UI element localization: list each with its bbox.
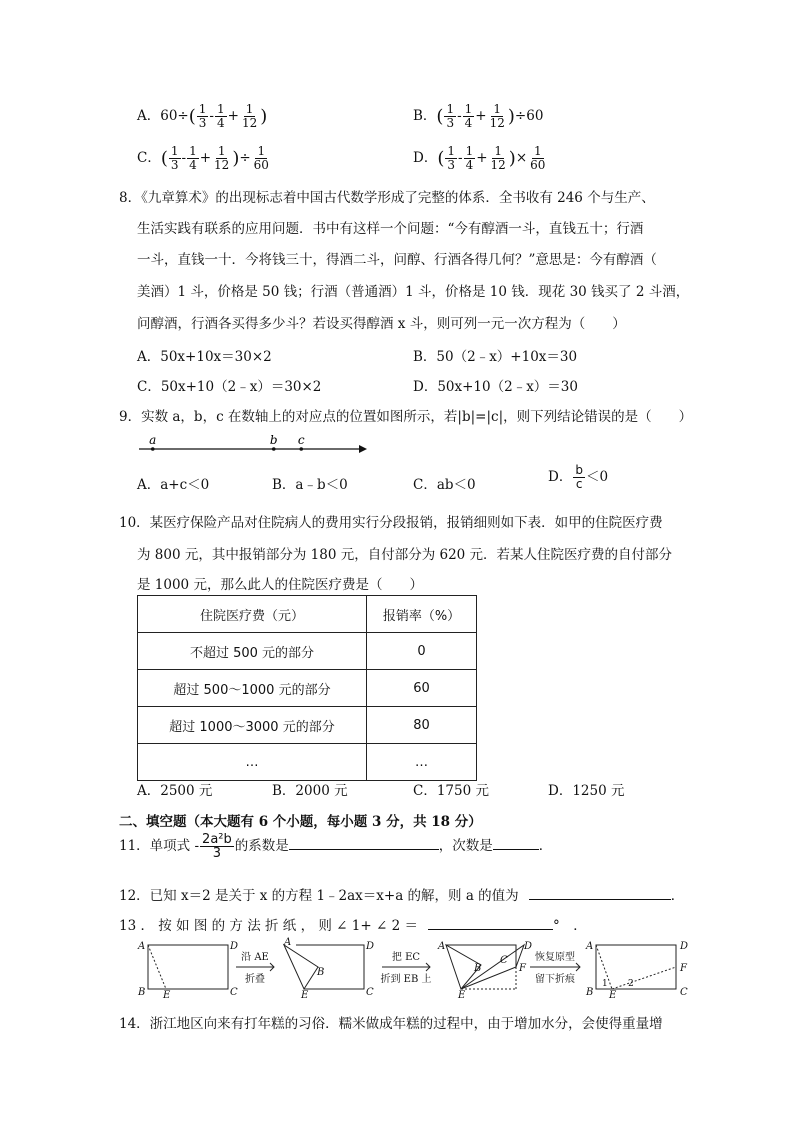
q12: 12．已知 x＝2 是关于 x 的方程 1﹣2ax＝x+a 的解，则 a 的值为 ． [119,884,684,904]
panel-2-outline [296,945,364,989]
panel-4-label-d: D [680,941,689,952]
panel-3-label-e: E [458,990,466,999]
arrow-3-bottom-label: 留下折痕 [535,974,575,985]
panel-4-label-a: A [586,941,594,952]
q9-option-b: B．a﹣b＜0 [272,477,348,493]
table-cell: 60 [367,670,477,707]
q8-option-a: A．50x+10x＝30×2 [137,349,272,365]
q11-answer-blank-1[interactable] [289,835,439,850]
q10-stem-line-2: 为 800 元，其中报销部分为 180 元，自付部分为 620 元．若某人住院医疗费的自付部分 [137,547,673,563]
q10-option-d: D．1250 元 [548,783,625,799]
arrow-3-top-label: 恢复原型 [535,952,575,963]
panel-3-triangle-right [461,945,524,989]
panel-2-triangle [284,945,318,989]
panel-1-label-e: E [163,990,171,999]
panel-3-label-c: C [500,955,508,966]
q8-option-c: C．50x+10（2﹣x）＝30×2 [137,379,322,395]
section-2-title: 二、填空题（本大题有 6 个小题，每小题 3 分，共 18 分） [119,814,482,830]
panel-4-label-e: E [609,990,617,999]
panel-2-label-a: A [284,937,292,948]
q9-stem: 9．实数 a，b，c 在数轴上的对应点的位置如图所示，若|b|=|c|，则下列结论错误的是（ ） [119,409,693,425]
table-row [138,744,477,781]
panel-3-label-a: A [438,941,446,952]
arrow-1-bottom-label: 折叠 [245,974,265,985]
angle-1-label: 1 [602,979,608,989]
q7-option-a: A．60÷( $\frac{1}{3}$ - $\frac{1}{4}$ + $\frac{1}{12}$ ) [137,102,268,130]
q8-option-d: D．50x+10（2﹣x）＝30 [413,379,578,395]
label-a: a [149,433,157,447]
number-line-arrow [359,445,367,453]
q9-option-d: D． $\frac{b}{c}$ ＜0 [548,463,609,491]
panel-2-label-b: B [317,967,325,978]
angle-2-label: 2 [628,979,634,989]
q9-number-line [137,432,367,458]
q12-answer-blank[interactable] [529,885,671,900]
panel-1-label-c: C [230,987,238,998]
panel-2-label-e: E [301,990,309,999]
q13-folding-figure [136,937,692,999]
panel-1-label-d: D [230,941,239,952]
table-header: 住院医疗费（元） [138,596,367,633]
q10-stem-line-1: 10．某医疗保险产品对住院病人的费用实行分段报销，报销细则如下表．如甲的住院医疗费 [119,515,663,531]
panel-3-label-f: F [519,963,526,974]
q8-option-b: B．50（2﹣x）+10x＝30 [413,349,578,365]
q10-option-c: C．1750 元 [413,783,489,799]
q11-answer-blank-2[interactable] [493,835,539,850]
q10-option-a: A．2500 元 [137,783,213,799]
q10-stem-line-3: 是 1000 元，那么此人的住院医疗费是（ ） [137,577,423,593]
panel-1-label-a: A [138,941,146,952]
q7-option-c: C．( $\frac{1}{3}$ - $\frac{1}{4}$ + $\frac{1}{12}$ )÷ $\frac{1}{60}$ [137,144,269,172]
table-header-row [138,596,477,633]
panel-1-rect [148,945,228,989]
panel-4-rect [596,945,676,989]
q13-answer-blank[interactable] [428,915,553,930]
panel-4-label-b: B [586,987,594,998]
point-b [272,447,276,451]
q10-option-b: B．2000 元 [272,783,348,799]
arrow-2-top-label: 把 EC [391,952,421,963]
q11: 11．单项式 - $\frac{\text{2a²b}}{3}$ 的系数是 ，次数是 ． [119,832,553,861]
q9-option-a: A．a+c＜0 [137,477,210,493]
table-header: 报销率（%） [367,596,477,633]
q8-stem-line-1: 8．《九章算术》的出现标志着中国古代数学形成了完整的体系．全书收有 246 个与生产、 [119,190,655,206]
q7-option-b: B．( $\frac{1}{3}$ - $\frac{1}{4}$ + $\frac{1}{12}$ )÷60 [413,102,544,130]
label-c: c [297,433,305,447]
panel-3-label-d: D [524,941,533,952]
table-cell: 0 [367,633,477,670]
table-cell: … [138,744,367,781]
panel-2-label-d: D [366,941,375,952]
panel-2-label-c: C [366,987,374,998]
reimbursement-table [137,595,477,781]
q8-stem-line-3: 一斗，直钱一十．今将钱三十，得酒二斗，问醇、行酒各得几何？”意思是：今有醇酒（ [137,252,657,268]
panel-3-label-b: B [474,963,482,974]
point-c [299,447,303,451]
q9-option-c: C．ab＜0 [413,477,476,493]
arrow-2-bottom-label: 折到 EB 上 [380,974,432,985]
table-row [138,670,477,707]
table-cell: 超过 1000～3000 元的部分 [138,707,367,744]
table-cell: 超过 500～1000 元的部分 [138,670,367,707]
panel-1-label-b: B [138,987,146,998]
table-cell: 80 [367,707,477,744]
point-a [151,447,155,451]
q13: 13 ． 按 如 图 的 方 法 折 纸 ， 则 ∠ 1+ ∠ 2 ＝ ° ． [119,914,587,934]
q8-stem-line-5: 问醇酒，行酒各买得多少斗？若设买得醇酒 x 斗，则可列一元一次方程为（ ） [137,316,626,332]
table-row [138,633,477,670]
q8-stem-line-4: 美酒）1 斗，价格是 50 钱；行酒（普通酒）1 斗，价格是 10 钱．现花 30 钱买了 2 斗酒， [137,284,690,300]
panel-1-fold-line [148,945,166,989]
label-b: b [269,433,278,447]
q7-option-d: D．( $\frac{1}{3}$ - $\frac{1}{4}$ + $\frac{1}{12}$ )× $\frac{1}{60}$ [413,144,546,172]
q8-stem-line-2: 生活实践有联系的应用问题．书中有这样一个问题：“今有醇酒一斗，直钱五十；行酒 [137,221,644,237]
panel-4-crease-2 [612,967,676,989]
table-cell: 不超过 500 元的部分 [138,633,367,670]
arrow-1-top-label: 沿 AE [241,952,269,963]
q14-stem: 14．浙江地区向来有打年糕的习俗．糯米做成年糕的过程中，由于增加水分，会使得重量增 [119,1016,663,1032]
table-row [138,707,477,744]
table-cell: … [367,744,477,781]
panel-4-label-f: F [680,963,687,974]
panel-4-label-c: C [680,987,688,998]
